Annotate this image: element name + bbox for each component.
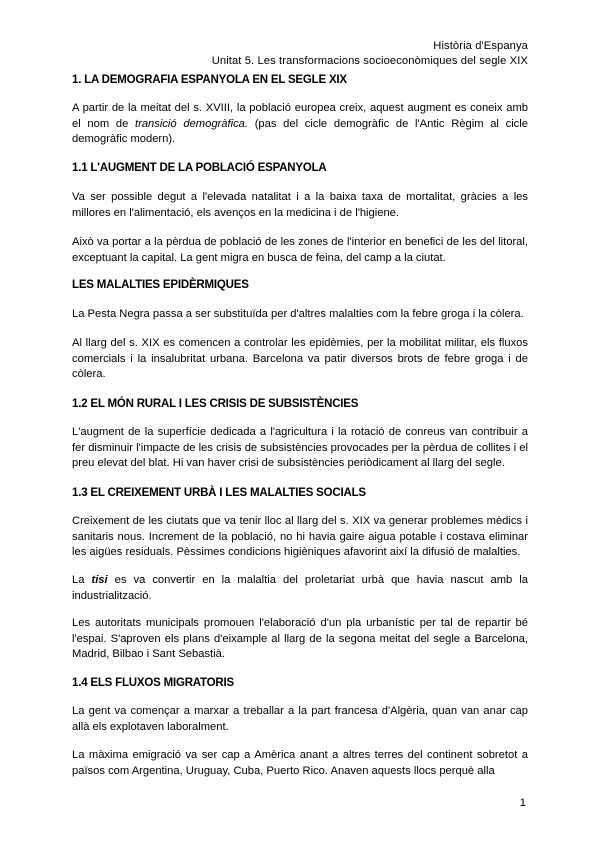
section-1-4-paragraph-2: La màxima emigració va ser cap a Amèrica anant a altres terres del continent sobretot a països com Argentina, Uruguay, Cuba, Puerto Rico. Anaven aquests llocs perquè alla (72, 749, 528, 777)
section-heading-1-3: 1.3 EL CREIXEMENT URBÀ I LES MALALTIES SOCIALS (72, 487, 366, 499)
header-unit: Unitat 5. Les transformacions socioeconòmiques del segle XIX (211, 55, 528, 67)
intro-paragraph (72, 101, 528, 148)
section-1-1-paragraph-2: Això va portar a la pèrdua de població de les zones de l'interior en benefici de les del litoral, exceptuant la capital. La gent migra en busca de feina, del camp a la ciutat. (72, 236, 528, 264)
intro-italic-term: transició demogràfica. (134, 117, 249, 130)
section-1-3-paragraph-3: Les autoritats municipals promouen l'elaboració d'un pla urbanístic per tal de repartir bé l'espai. S'aproven els plans d'eixample al llarg de la segona meitat del segle a Barcelona, Madrid, Bilbao i Sant Sebastià. (72, 617, 528, 660)
section-1-2-paragraph-1: L'augment de la superfície dedicada a l'agricultura i la rotació de conreus van contribuir a fer disminuir l'impacte de les crisis de subsistències provocades per la pèrdua de collites i el preu elevat del blat. Hi van haver crisi de subsistències periòdicament al llarg del segle. (72, 426, 528, 469)
epidemics-paragraph-1: La Pesta Negra passa a ser substituïda per d'altres malalties com la febre groga i la còlera. (72, 308, 524, 320)
epidemics-paragraph-2: Al llarg del s. XIX es comencen a controlar les epidèmies, per la mobilitat militar, els fluxos comercials i la insalubritat urbana. Barcelona va patir diversos brots de febre groga i de còlera. (72, 337, 528, 380)
intro-text-end: (pas del cicle demogràfic de l'Antic Règim al cicle demogràfic modern). (72, 117, 528, 145)
section-heading-1-1: 1.1 L'AUGMENT DE LA POBLACIÓ ESPANYOLA (72, 162, 327, 174)
section-1-3-paragraph-1: Creixement de les ciutats que va tenir lloc al llarg del s. XIX va generar problemes mèdics i sanitaris nous. Increment de la població, no hi havia gaire aigua potable i costava eliminar les aigües residuals. Pèssimes condicions higièniques afavorint així la difusió de malalties. (72, 515, 528, 558)
intro-text-start: A partir de la meitat del s. XVIII, la població europea creix, aquest augment es coneix amb el nom de (72, 102, 528, 130)
document-title: 1. LA DEMOGRAFIA ESPANYOLA EN EL SEGLE XIX (72, 74, 347, 86)
section-1-4-paragraph-1: La gent va començar a marxar a treballar a la part francesa d'Algèria, quan van anar cap allà els explotaven laboralment. (72, 705, 528, 733)
tisi-term: tisi (91, 574, 108, 586)
page-number: 1 (519, 797, 526, 809)
section-1-3-paragraph-2 (72, 573, 528, 604)
section-1-1-paragraph-1: Va ser possible degut a l'elevada natalitat i a la baixa taxa de mortalitat, gràcies a les millores en l'alimentació, els avenços en la medicina i de l'higiene. (72, 191, 528, 219)
section-heading-1-2: 1.2 EL MÓN RURAL I LES CRISIS DE SUBSISTÈNCIES (72, 398, 359, 410)
tisi-text-end: es va convertir en la malaltia del proletariat urbà que havia nascut amb la industrialització. (72, 574, 528, 602)
header-subject: Història d'Espanya (433, 40, 528, 52)
tisi-text-start: La (72, 574, 92, 586)
section-heading-1-4: 1.4 ELS FLUXOS MIGRATORIS (72, 677, 234, 689)
section-heading-epidemics: LES MALALTIES EPIDÈRMIQUES (72, 279, 249, 291)
